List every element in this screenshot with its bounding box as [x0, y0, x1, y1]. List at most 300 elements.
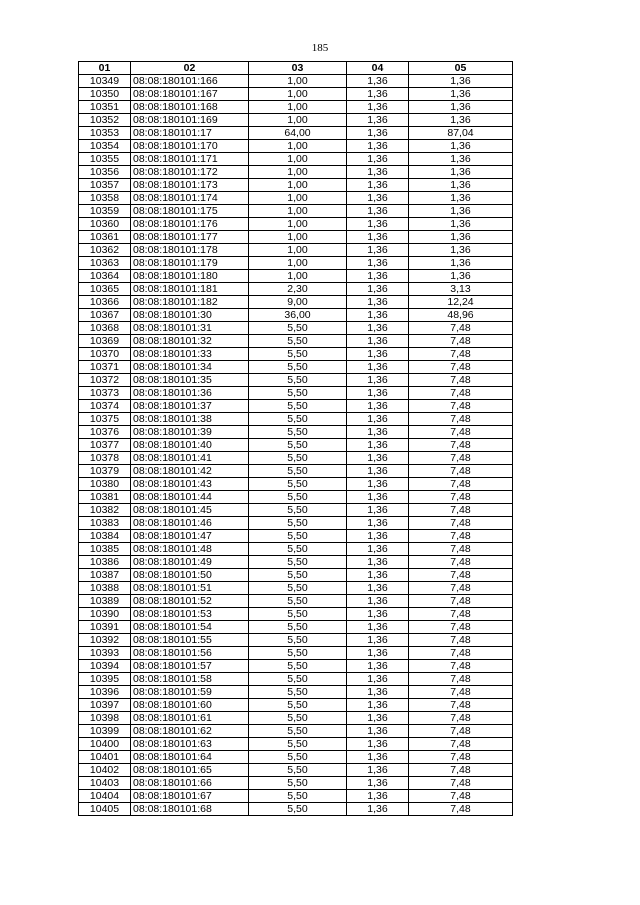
table-cell: 1,36	[347, 621, 409, 634]
table-cell: 10371	[79, 361, 131, 374]
table-cell: 1,00	[249, 101, 347, 114]
table-row	[79, 127, 513, 140]
table-cell: 7,48	[409, 777, 513, 790]
table-cell: 5,50	[249, 348, 347, 361]
table-cell: 1,36	[347, 127, 409, 140]
table-cell: 1,36	[409, 101, 513, 114]
table-cell: 1,36	[409, 205, 513, 218]
table-cell: 10378	[79, 452, 131, 465]
table-cell: 08:08:180101:64	[131, 751, 249, 764]
table-row	[79, 764, 513, 777]
table-cell: 5,50	[249, 569, 347, 582]
table-cell: 5,50	[249, 543, 347, 556]
table-cell: 1,36	[347, 179, 409, 192]
table-cell: 1,36	[347, 205, 409, 218]
table-cell: 10352	[79, 114, 131, 127]
table-cell: 7,48	[409, 413, 513, 426]
table-cell: 7,48	[409, 673, 513, 686]
table-row	[79, 218, 513, 231]
table-cell: 10366	[79, 296, 131, 309]
table-cell: 08:08:180101:65	[131, 764, 249, 777]
table-row	[79, 582, 513, 595]
table-cell: 5,50	[249, 335, 347, 348]
table-cell: 1,00	[249, 192, 347, 205]
table-row	[79, 517, 513, 530]
table-cell: 10397	[79, 699, 131, 712]
table-cell: 1,36	[347, 387, 409, 400]
table-cell: 5,50	[249, 712, 347, 725]
table-cell: 5,50	[249, 387, 347, 400]
table-cell: 9,00	[249, 296, 347, 309]
table-row	[79, 556, 513, 569]
table-cell: 1,00	[249, 270, 347, 283]
table-cell: 7,48	[409, 634, 513, 647]
table-cell: 3,13	[409, 283, 513, 296]
table-cell: 7,48	[409, 608, 513, 621]
table-cell: 10360	[79, 218, 131, 231]
table-cell: 1,36	[347, 569, 409, 582]
table-cell: 1,36	[347, 478, 409, 491]
table-cell: 1,36	[347, 543, 409, 556]
table-cell: 5,50	[249, 426, 347, 439]
table-cell: 1,36	[347, 530, 409, 543]
table-row	[79, 725, 513, 738]
table-cell: 10393	[79, 647, 131, 660]
table-row	[79, 335, 513, 348]
table-cell: 1,36	[347, 673, 409, 686]
table-cell: 10402	[79, 764, 131, 777]
table-cell: 1,36	[347, 738, 409, 751]
table-cell: 10369	[79, 335, 131, 348]
table-cell: 7,48	[409, 764, 513, 777]
table-cell: 08:08:180101:179	[131, 257, 249, 270]
table-cell: 1,36	[347, 452, 409, 465]
table-cell: 5,50	[249, 465, 347, 478]
table-row	[79, 88, 513, 101]
table-cell: 1,36	[347, 491, 409, 504]
table-cell: 7,48	[409, 569, 513, 582]
table-cell: 7,48	[409, 452, 513, 465]
table-cell: 10382	[79, 504, 131, 517]
table-cell: 1,36	[347, 686, 409, 699]
table-row	[79, 101, 513, 114]
table-cell: 1,36	[347, 166, 409, 179]
table-cell: 5,50	[249, 530, 347, 543]
table-cell: 7,48	[409, 621, 513, 634]
table-row	[79, 634, 513, 647]
table-cell: 08:08:180101:169	[131, 114, 249, 127]
table-cell: 08:08:180101:170	[131, 140, 249, 153]
table-row	[79, 608, 513, 621]
table-cell: 08:08:180101:181	[131, 283, 249, 296]
table-row	[79, 569, 513, 582]
table-cell: 5,50	[249, 751, 347, 764]
table-cell: 08:08:180101:55	[131, 634, 249, 647]
table-cell: 5,50	[249, 582, 347, 595]
table-row	[79, 530, 513, 543]
table-cell: 1,36	[409, 257, 513, 270]
data-table	[78, 61, 513, 816]
table-cell: 1,36	[409, 231, 513, 244]
table-cell: 10399	[79, 725, 131, 738]
table-row	[79, 140, 513, 153]
table-cell: 10390	[79, 608, 131, 621]
table-row	[79, 647, 513, 660]
table-cell: 10387	[79, 569, 131, 582]
table-row	[79, 751, 513, 764]
table-cell: 1,00	[249, 88, 347, 101]
table-cell: 08:08:180101:58	[131, 673, 249, 686]
table-row	[79, 283, 513, 296]
table-cell: 1,00	[249, 205, 347, 218]
table-cell: 10394	[79, 660, 131, 673]
column-header-01: 01	[79, 62, 131, 75]
table-row	[79, 621, 513, 634]
table-cell: 1,36	[347, 634, 409, 647]
table-cell: 10380	[79, 478, 131, 491]
table-cell: 08:08:180101:62	[131, 725, 249, 738]
table-cell: 08:08:180101:35	[131, 374, 249, 387]
table-cell: 10392	[79, 634, 131, 647]
table-cell: 10388	[79, 582, 131, 595]
table-cell: 1,36	[347, 803, 409, 816]
table-cell: 5,50	[249, 634, 347, 647]
table-cell: 1,36	[347, 764, 409, 777]
table-cell: 7,48	[409, 517, 513, 530]
table-row	[79, 439, 513, 452]
table-cell: 7,48	[409, 400, 513, 413]
table-cell: 1,00	[249, 231, 347, 244]
table-cell: 7,48	[409, 530, 513, 543]
table-cell: 5,50	[249, 803, 347, 816]
table-cell: 10373	[79, 387, 131, 400]
table-cell: 1,36	[347, 218, 409, 231]
table-cell: 08:08:180101:42	[131, 465, 249, 478]
table-row	[79, 192, 513, 205]
table-cell: 08:08:180101:66	[131, 777, 249, 790]
table-row	[79, 543, 513, 556]
table-cell: 1,36	[409, 114, 513, 127]
table-row	[79, 361, 513, 374]
table-row	[79, 777, 513, 790]
table-cell: 10381	[79, 491, 131, 504]
table-cell: 1,36	[347, 517, 409, 530]
table-row	[79, 803, 513, 816]
table-row	[79, 257, 513, 270]
table-cell: 08:08:180101:46	[131, 517, 249, 530]
table-row	[79, 660, 513, 673]
table-cell: 08:08:180101:176	[131, 218, 249, 231]
table-cell: 1,36	[347, 647, 409, 660]
table-cell: 1,36	[347, 413, 409, 426]
table-cell: 5,50	[249, 556, 347, 569]
table-row	[79, 270, 513, 283]
table-cell: 5,50	[249, 491, 347, 504]
table-cell: 1,36	[347, 465, 409, 478]
table-cell: 08:08:180101:51	[131, 582, 249, 595]
table-cell: 1,00	[249, 75, 347, 88]
table-cell: 08:08:180101:61	[131, 712, 249, 725]
table-cell: 10354	[79, 140, 131, 153]
table-row	[79, 595, 513, 608]
table-cell: 1,36	[347, 582, 409, 595]
table-cell: 10368	[79, 322, 131, 335]
table-cell: 7,48	[409, 556, 513, 569]
table-cell: 1,36	[347, 88, 409, 101]
table-cell: 7,48	[409, 595, 513, 608]
table-cell: 10396	[79, 686, 131, 699]
table-cell: 5,50	[249, 673, 347, 686]
table-cell: 1,36	[347, 296, 409, 309]
table-cell: 10361	[79, 231, 131, 244]
table-cell: 08:08:180101:166	[131, 75, 249, 88]
table-cell: 1,36	[409, 192, 513, 205]
table-cell: 1,36	[347, 699, 409, 712]
table-cell: 5,50	[249, 777, 347, 790]
table-cell: 1,36	[347, 335, 409, 348]
table-row	[79, 491, 513, 504]
table-cell: 1,36	[347, 712, 409, 725]
table-cell: 5,50	[249, 374, 347, 387]
table-cell: 1,36	[347, 777, 409, 790]
table-cell: 08:08:180101:32	[131, 335, 249, 348]
column-header-05: 05	[409, 62, 513, 75]
table-cell: 08:08:180101:37	[131, 400, 249, 413]
table-cell: 48,96	[409, 309, 513, 322]
table-cell: 10386	[79, 556, 131, 569]
table-row	[79, 244, 513, 257]
table-cell: 1,36	[347, 439, 409, 452]
table-row	[79, 374, 513, 387]
table-row	[79, 686, 513, 699]
table-cell: 1,36	[347, 504, 409, 517]
table-cell: 10357	[79, 179, 131, 192]
table-cell: 1,36	[409, 166, 513, 179]
table-cell: 1,00	[249, 114, 347, 127]
table-cell: 1,36	[347, 114, 409, 127]
table-cell: 10364	[79, 270, 131, 283]
table-cell: 10356	[79, 166, 131, 179]
table-cell: 5,50	[249, 647, 347, 660]
table-cell: 10355	[79, 153, 131, 166]
table-cell: 7,48	[409, 790, 513, 803]
table-cell: 10375	[79, 413, 131, 426]
table-cell: 1,36	[347, 322, 409, 335]
table-cell: 7,48	[409, 725, 513, 738]
table-row	[79, 114, 513, 127]
table-cell: 1,36	[409, 153, 513, 166]
table-body	[79, 75, 513, 816]
table-cell: 7,48	[409, 322, 513, 335]
table-cell: 7,48	[409, 387, 513, 400]
page-number: 185	[311, 42, 329, 54]
table-cell: 10384	[79, 530, 131, 543]
table-cell: 08:08:180101:173	[131, 179, 249, 192]
table-cell: 08:08:180101:52	[131, 595, 249, 608]
table-cell: 08:08:180101:177	[131, 231, 249, 244]
table-cell: 10405	[79, 803, 131, 816]
table-cell: 10395	[79, 673, 131, 686]
table-cell: 08:08:180101:38	[131, 413, 249, 426]
table-cell: 7,48	[409, 504, 513, 517]
table-cell: 1,36	[347, 257, 409, 270]
table-row	[79, 179, 513, 192]
table-cell: 08:08:180101:174	[131, 192, 249, 205]
table-cell: 10404	[79, 790, 131, 803]
table-cell: 5,50	[249, 400, 347, 413]
table-cell: 7,48	[409, 751, 513, 764]
table-cell: 7,48	[409, 647, 513, 660]
table-cell: 1,36	[347, 400, 409, 413]
column-header-02: 02	[131, 62, 249, 75]
table-cell: 7,48	[409, 426, 513, 439]
table-row	[79, 205, 513, 218]
table-cell: 5,50	[249, 699, 347, 712]
table-cell: 64,00	[249, 127, 347, 140]
table-cell: 08:08:180101:59	[131, 686, 249, 699]
table-cell: 1,36	[347, 101, 409, 114]
table-cell: 10372	[79, 374, 131, 387]
table-cell: 10374	[79, 400, 131, 413]
table-cell: 5,50	[249, 660, 347, 673]
table-cell: 08:08:180101:53	[131, 608, 249, 621]
table-cell: 1,36	[347, 361, 409, 374]
table-cell: 08:08:180101:33	[131, 348, 249, 361]
table-cell: 10353	[79, 127, 131, 140]
table-cell: 08:08:180101:171	[131, 153, 249, 166]
table-cell: 1,36	[347, 426, 409, 439]
table-cell: 1,36	[347, 270, 409, 283]
table-cell: 08:08:180101:50	[131, 569, 249, 582]
table-cell: 08:08:180101:45	[131, 504, 249, 517]
table-cell: 1,36	[409, 244, 513, 257]
table-cell: 1,36	[409, 270, 513, 283]
table-cell: 7,48	[409, 491, 513, 504]
table-row	[79, 387, 513, 400]
table-cell: 1,36	[409, 218, 513, 231]
table-cell: 1,36	[409, 75, 513, 88]
table-cell: 08:08:180101:60	[131, 699, 249, 712]
table-cell: 7,48	[409, 543, 513, 556]
table-row	[79, 699, 513, 712]
table-cell: 10376	[79, 426, 131, 439]
table-cell: 08:08:180101:167	[131, 88, 249, 101]
table-cell: 5,50	[249, 764, 347, 777]
table-cell: 08:08:180101:67	[131, 790, 249, 803]
table-cell: 1,36	[347, 140, 409, 153]
table-cell: 7,48	[409, 582, 513, 595]
table-cell: 1,00	[249, 140, 347, 153]
table-cell: 1,00	[249, 179, 347, 192]
table-cell: 1,36	[347, 231, 409, 244]
table-cell: 10359	[79, 205, 131, 218]
table-row	[79, 790, 513, 803]
table-row	[79, 426, 513, 439]
table-cell: 1,36	[347, 374, 409, 387]
table-row	[79, 465, 513, 478]
table-cell: 1,36	[347, 283, 409, 296]
table-cell: 7,48	[409, 361, 513, 374]
table-cell: 08:08:180101:31	[131, 322, 249, 335]
table-cell: 10391	[79, 621, 131, 634]
table-cell: 5,50	[249, 413, 347, 426]
table-cell: 10377	[79, 439, 131, 452]
table-cell: 1,36	[409, 140, 513, 153]
table-cell: 5,50	[249, 361, 347, 374]
table-cell: 7,48	[409, 335, 513, 348]
table-cell: 10350	[79, 88, 131, 101]
table-cell: 5,50	[249, 595, 347, 608]
table-cell: 1,36	[347, 790, 409, 803]
table-row	[79, 712, 513, 725]
table-cell: 2,30	[249, 283, 347, 296]
table-row	[79, 738, 513, 751]
table-cell: 10362	[79, 244, 131, 257]
table-cell: 08:08:180101:43	[131, 478, 249, 491]
table-row	[79, 478, 513, 491]
table-row	[79, 400, 513, 413]
table-cell: 08:08:180101:40	[131, 439, 249, 452]
table-cell: 7,48	[409, 686, 513, 699]
table-cell: 5,50	[249, 504, 347, 517]
table-row	[79, 452, 513, 465]
table-cell: 10398	[79, 712, 131, 725]
table-cell: 36,00	[249, 309, 347, 322]
table-cell: 08:08:180101:56	[131, 647, 249, 660]
table-cell: 7,48	[409, 803, 513, 816]
table-row	[79, 296, 513, 309]
table-row	[79, 231, 513, 244]
table-cell: 5,50	[249, 322, 347, 335]
table-cell: 5,50	[249, 621, 347, 634]
table-row	[79, 166, 513, 179]
table-cell: 10351	[79, 101, 131, 114]
table-cell: 7,48	[409, 374, 513, 387]
table-cell: 7,48	[409, 712, 513, 725]
table-cell: 08:08:180101:39	[131, 426, 249, 439]
table-cell: 08:08:180101:49	[131, 556, 249, 569]
table-cell: 5,50	[249, 725, 347, 738]
table-cell: 08:08:180101:36	[131, 387, 249, 400]
table-cell: 1,36	[409, 179, 513, 192]
table-cell: 08:08:180101:48	[131, 543, 249, 556]
table-cell: 08:08:180101:34	[131, 361, 249, 374]
table-cell: 10400	[79, 738, 131, 751]
table-cell: 08:08:180101:168	[131, 101, 249, 114]
table-cell: 08:08:180101:172	[131, 166, 249, 179]
table-cell: 1,00	[249, 257, 347, 270]
table-cell: 1,00	[249, 166, 347, 179]
table-cell: 08:08:180101:57	[131, 660, 249, 673]
table-cell: 10385	[79, 543, 131, 556]
table-row	[79, 673, 513, 686]
table-cell: 1,36	[347, 309, 409, 322]
table-cell: 1,00	[249, 244, 347, 257]
table-cell: 10365	[79, 283, 131, 296]
table-row	[79, 348, 513, 361]
table-cell: 5,50	[249, 452, 347, 465]
table-cell: 1,36	[347, 660, 409, 673]
table-cell: 7,48	[409, 660, 513, 673]
table-cell: 08:08:180101:182	[131, 296, 249, 309]
table-cell: 7,48	[409, 478, 513, 491]
table-cell: 1,36	[347, 153, 409, 166]
table-cell: 10370	[79, 348, 131, 361]
table-cell: 7,48	[409, 699, 513, 712]
table-cell: 1,36	[347, 192, 409, 205]
table-cell: 1,36	[347, 556, 409, 569]
table-row	[79, 322, 513, 335]
